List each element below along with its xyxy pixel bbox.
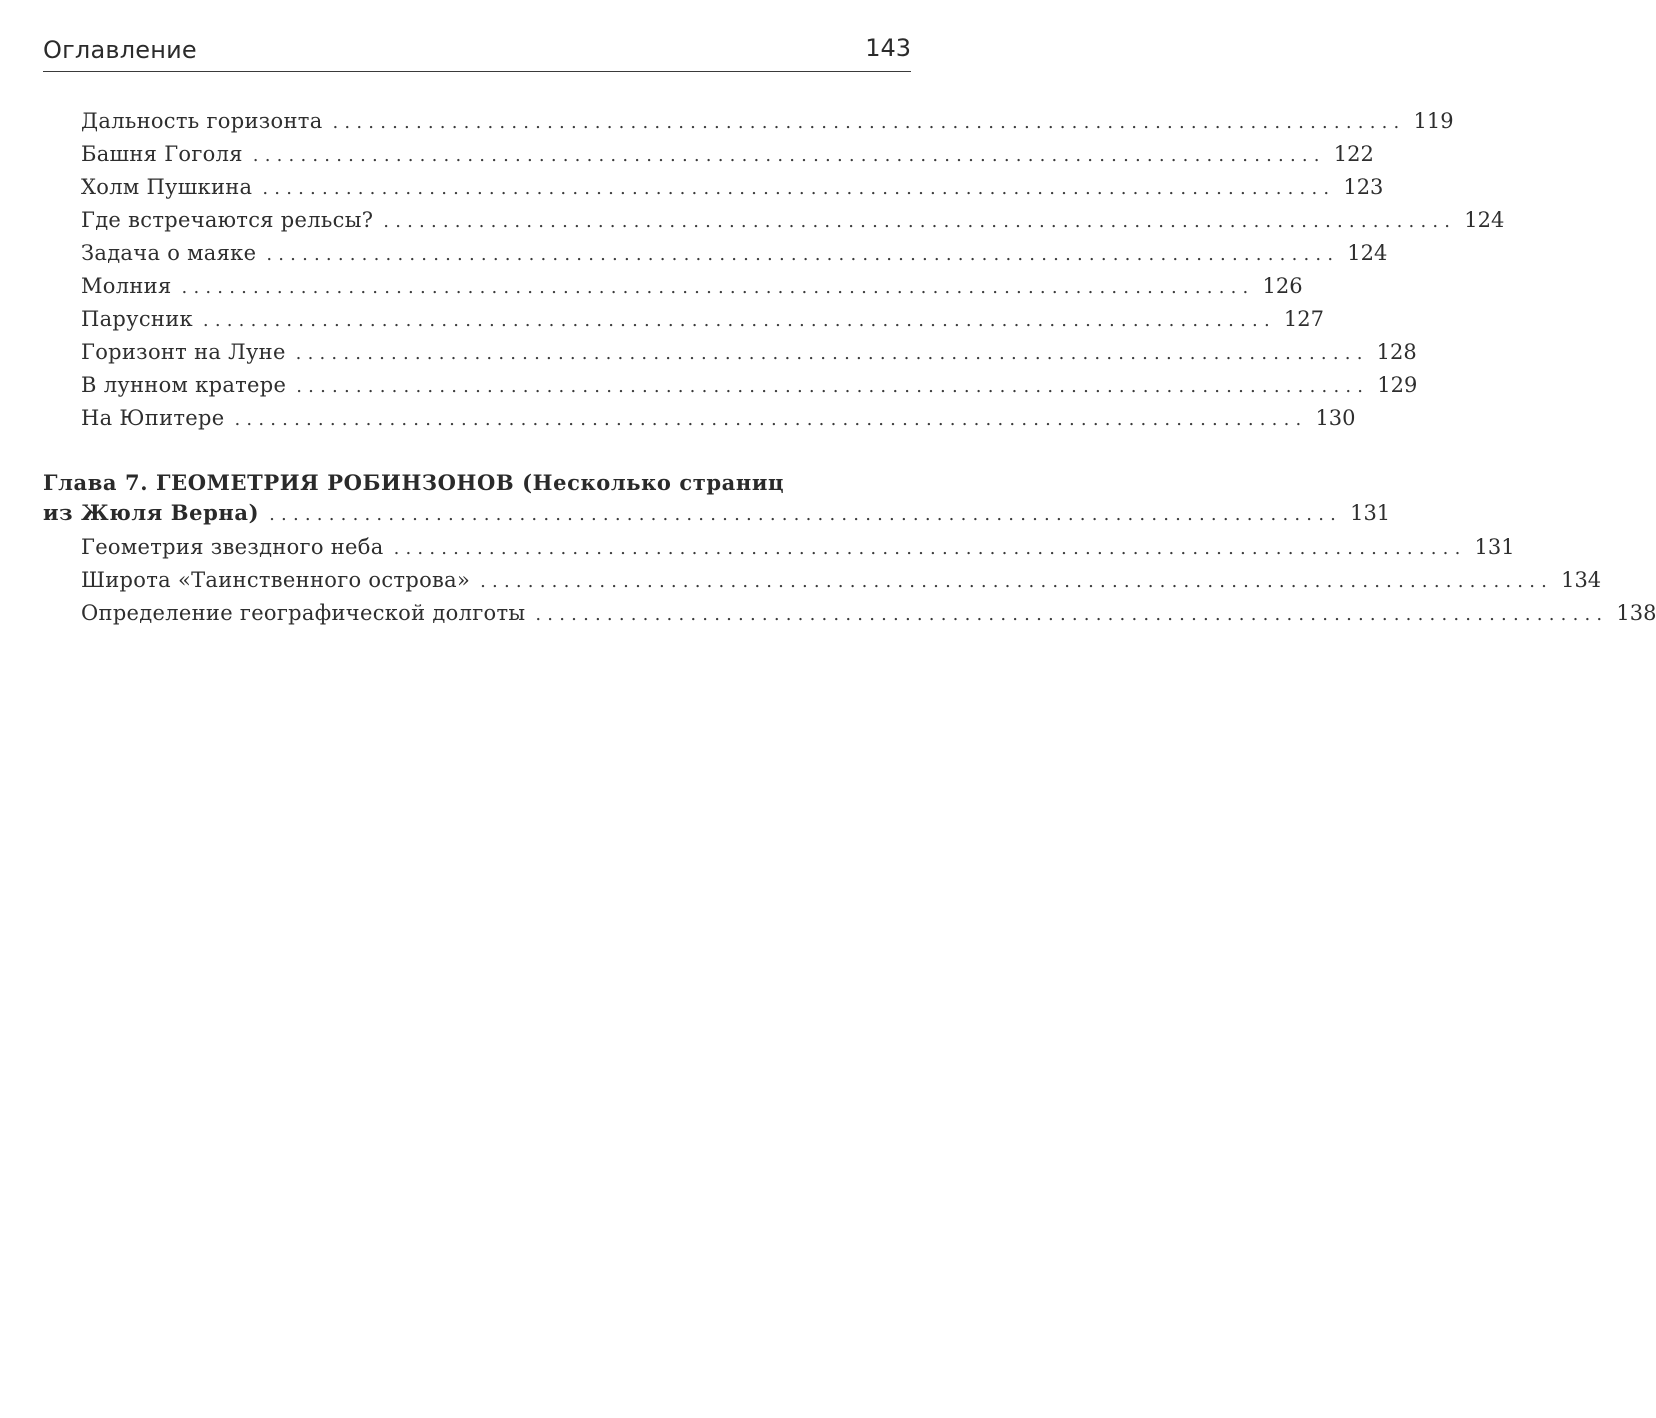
toc-entry-page: 127 — [1283, 307, 1324, 331]
toc-entry — [81, 241, 1388, 271]
dot-leader: .......................................................................................... — [383, 211, 1457, 232]
toc-entry-page: 128 — [1376, 340, 1417, 364]
toc-entry-title: Широта «Таинственного острова» — [81, 568, 471, 592]
dot-leader: .......................................................................................... — [295, 343, 1369, 364]
chapter-title-line2-row — [43, 500, 1391, 525]
toc-entry-page: 134 — [1561, 568, 1602, 592]
toc-entry — [81, 601, 1656, 631]
toc-entry-title: Определение географической долготы — [81, 601, 526, 625]
dot-leader: .......................................................................................... — [266, 244, 1340, 265]
toc-entry-page: 119 — [1413, 109, 1454, 133]
toc-entry-title: Где встречаются рельсы? — [81, 208, 374, 232]
chapter-title-line2: из Жюля Верна) — [43, 500, 260, 525]
chapter-page: 131 — [1350, 501, 1391, 525]
toc-entry-title: Молния — [81, 274, 172, 298]
toc-entry-title: Дальность горизонта — [81, 109, 323, 133]
toc-entry — [81, 208, 1505, 238]
toc-entry-page: 129 — [1377, 373, 1418, 397]
toc-entry-title: Задача о маяке — [81, 241, 257, 265]
dot-leader: .......................................................................................... — [202, 310, 1276, 331]
toc-entry — [81, 307, 1324, 337]
toc-entry-title: Холм Пушкина — [81, 175, 253, 199]
dot-leader: .......................................................................................... — [535, 604, 1609, 625]
header-rule — [43, 71, 911, 72]
toc-entry — [81, 535, 1515, 565]
dot-leader: .......................................................................................... — [252, 145, 1326, 166]
toc-entry-title: Геометрия звездного неба — [81, 535, 384, 559]
toc-entry-page: 131 — [1474, 535, 1515, 559]
toc-entry — [81, 142, 1374, 172]
toc-entry — [81, 274, 1303, 304]
toc-entry — [81, 568, 1602, 598]
toc-entry — [81, 406, 1356, 436]
toc-entry — [81, 175, 1384, 205]
toc-entry-page: 124 — [1347, 241, 1388, 265]
running-title: Оглавление — [43, 36, 197, 64]
toc-entry-page: 130 — [1315, 406, 1356, 430]
toc-entry-title: На Юпитере — [81, 406, 225, 430]
chapter-title-line1: Глава 7. ГЕОМЕТРИЯ РОБИНЗОНОВ (Несколько страниц — [43, 470, 785, 495]
dot-leader: .......................................................................................... — [296, 376, 1370, 397]
page-header — [43, 34, 911, 70]
dot-leader: .......................................................................................... — [269, 504, 1343, 525]
toc-entry-title: Горизонт на Луне — [81, 340, 286, 364]
dot-leader: .......................................................................................... — [393, 538, 1467, 559]
toc-entry-title: В лунном кратере — [81, 373, 287, 397]
toc-entry — [81, 340, 1417, 370]
dot-leader: .......................................................................................... — [262, 178, 1336, 199]
dot-leader: .......................................................................................... — [480, 571, 1554, 592]
page-number: 143 — [865, 34, 911, 62]
dot-leader: .......................................................................................... — [234, 409, 1308, 430]
toc-entry-title: Башня Гоголя — [81, 142, 243, 166]
toc-entry-page: 126 — [1262, 274, 1303, 298]
toc-entry-page: 138 — [1616, 601, 1656, 625]
toc-entry-page: 123 — [1343, 175, 1384, 199]
toc-entry-page: 122 — [1333, 142, 1374, 166]
toc-entry — [81, 373, 1418, 403]
dot-leader: .......................................................................................... — [181, 277, 1255, 298]
toc-entry-page: 124 — [1464, 208, 1505, 232]
toc-entry-title: Парусник — [81, 307, 193, 331]
toc-entry — [81, 109, 1454, 139]
dot-leader: .......................................................................................... — [332, 112, 1406, 133]
